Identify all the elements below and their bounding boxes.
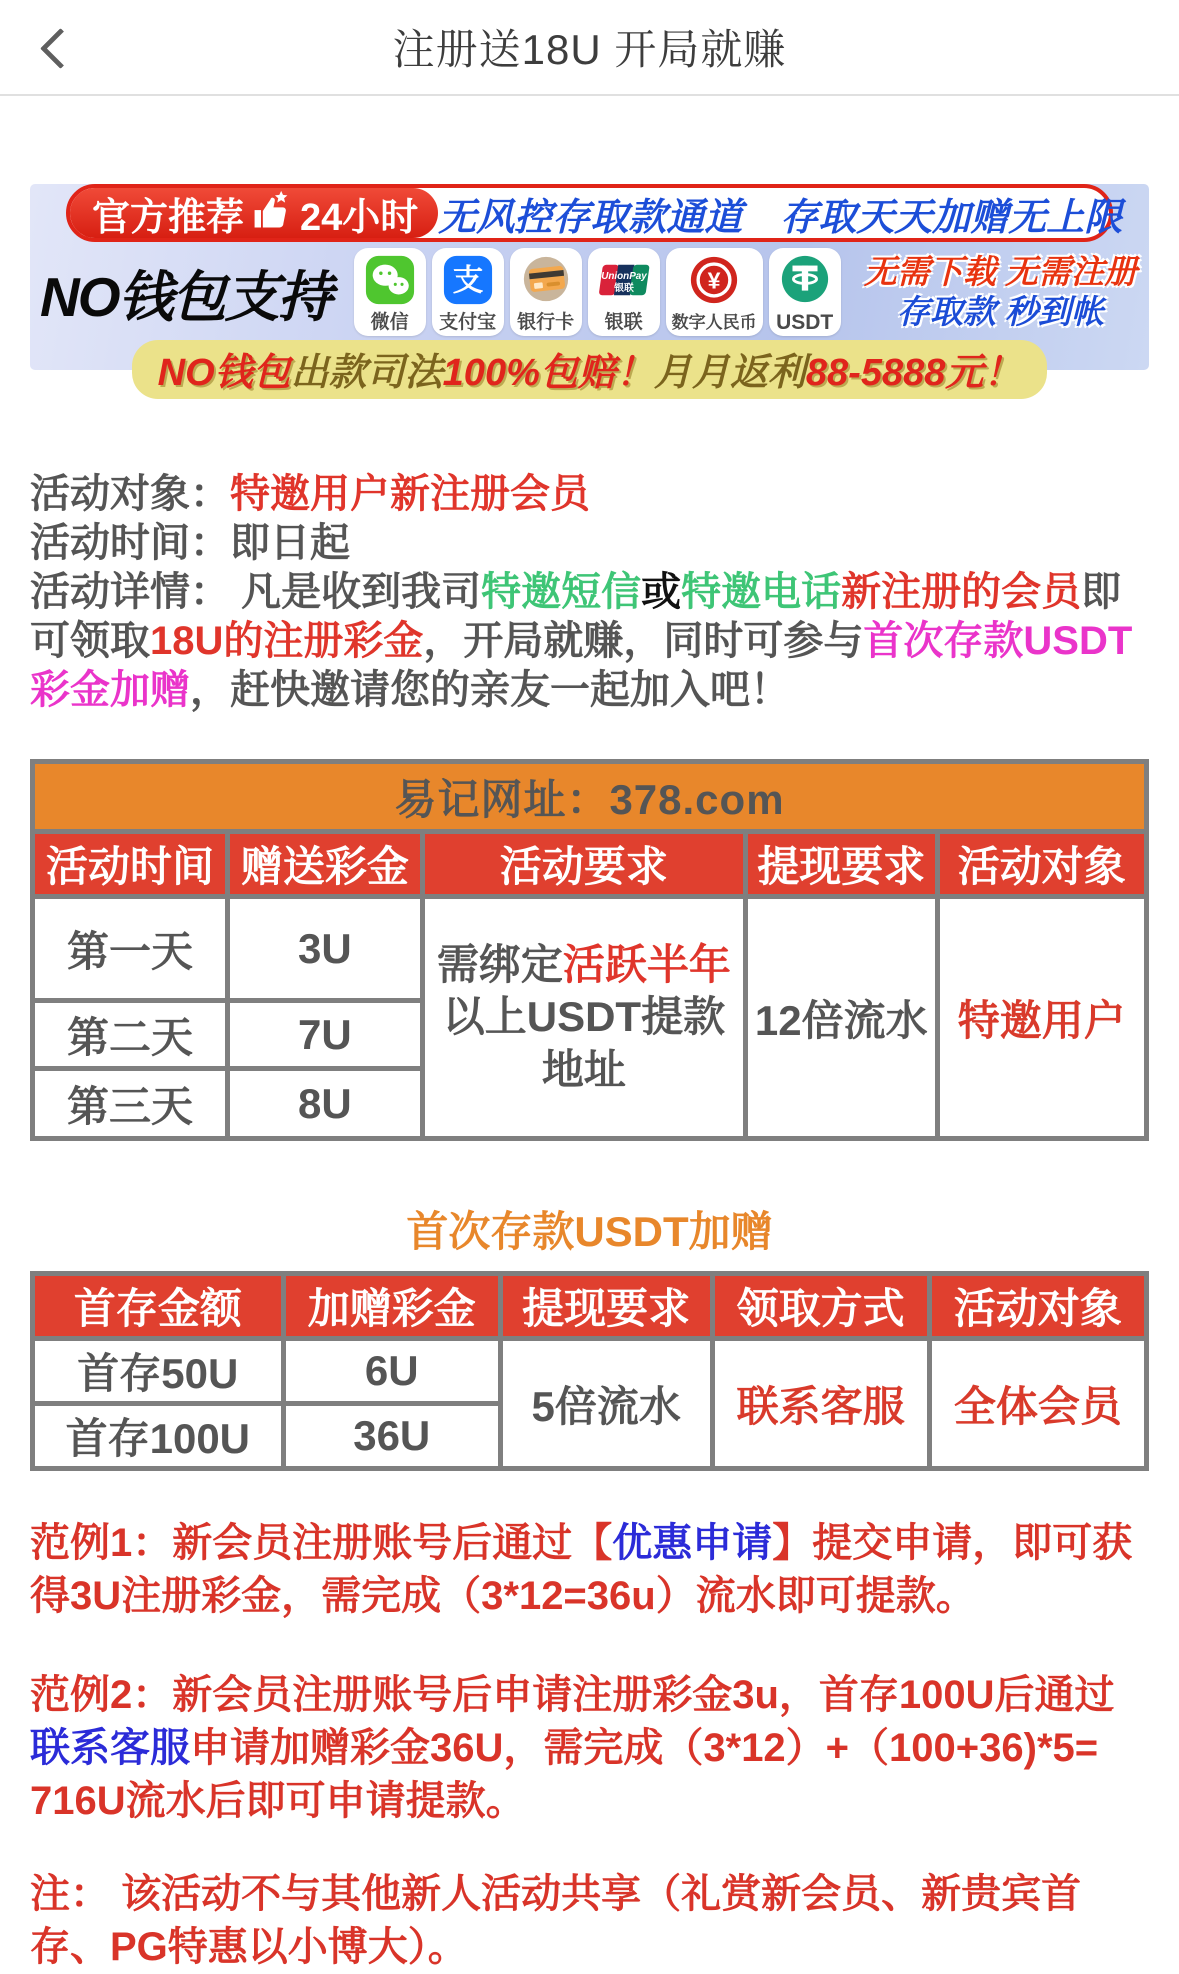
target-cell: 全体会员 xyxy=(929,1339,1146,1469)
payment-tile-unionpay xyxy=(588,248,660,336)
activity-time-line: 活动时间：即日起 xyxy=(30,521,350,565)
col-header: 赠送彩金 xyxy=(227,832,422,897)
unionpay-icon xyxy=(597,252,651,308)
guarantee-pill xyxy=(132,340,1048,399)
bonus-cell: 36U xyxy=(283,1404,500,1469)
first-deposit-section-title: 首次存款USDT加赠 xyxy=(406,1208,773,1255)
guarantee-text: 出款司法 xyxy=(290,352,443,394)
guarantee-text: 88-5888元！ xyxy=(805,352,1022,394)
payment-label: 银行卡 xyxy=(517,312,575,333)
activity-intro xyxy=(30,470,1149,715)
deposit-cell: 首存100U xyxy=(33,1404,284,1469)
official-badge-label: 官方推荐 xyxy=(92,196,245,239)
payment-methods-row xyxy=(354,248,841,336)
day-cell: 第三天 xyxy=(33,1069,228,1139)
app-header xyxy=(0,0,1179,96)
bonus-cell: 7U xyxy=(227,1001,422,1069)
promo-banner[interactable] xyxy=(30,184,1149,394)
svg-text:UnionPay: UnionPay xyxy=(600,271,647,283)
alipay-icon xyxy=(441,252,495,308)
note-paragraph: 注： 该活动不与其他新人活动共享（礼赏新会员、新贵宾首存、PG特惠以小博大）。 xyxy=(30,1872,1082,1969)
thumbs-up-icon xyxy=(250,189,294,233)
payment-label: 微信 xyxy=(370,312,409,333)
svg-text:支: 支 xyxy=(452,262,484,298)
banner-bottom-row xyxy=(30,340,1149,399)
table-row xyxy=(33,897,1147,1001)
banner-top-pill xyxy=(66,184,1123,242)
claim-line-2: 存取款 秒到帐 xyxy=(896,293,1104,330)
bonus-cell: 3U xyxy=(227,897,422,1001)
usdt-icon xyxy=(778,252,832,308)
activity-detail-line: 活动详情： 凡是收到我司特邀短信或特邀电话新注册的会员即可领取18U的注册彩金，开局就赚，同时可参与首次存款USDT彩金加赠，赶快邀请您的亲友一起加入吧！ xyxy=(30,570,1133,712)
payment-tile-wechat xyxy=(354,248,426,336)
table-header-row xyxy=(33,832,1147,897)
claim-method-cell: 联系客服 xyxy=(712,1339,929,1469)
site-url-bar: 易记网址：378.com xyxy=(33,762,1147,832)
official-badge xyxy=(70,188,438,238)
back-icon[interactable] xyxy=(34,24,82,72)
svg-text:¥: ¥ xyxy=(707,267,721,294)
banner-top-slogan: 无风控存取款通道 存取天天加赠无上限 xyxy=(438,196,1123,239)
wallet-support-title: NO钱包支持 xyxy=(40,265,331,328)
banner-claims xyxy=(864,252,1141,332)
payment-tile-bankcard xyxy=(510,248,582,336)
ecny-icon xyxy=(687,252,741,308)
example-2-paragraph: 范例2：新会员注册账号后申请注册彩金3u，首存100U后通过联系客服申请加赠彩金36U，需完成（3*12）+（100+36)*5= 716U流水后即可申请提款。 xyxy=(30,1673,1115,1823)
table-header-row xyxy=(33,1274,1147,1339)
payment-tile-ecny xyxy=(666,248,763,336)
col-header: 活动对象 xyxy=(937,832,1146,897)
col-header: 活动要求 xyxy=(422,832,745,897)
claim-line-1: 无需下载 无需注册 xyxy=(863,253,1137,290)
registration-bonus-table xyxy=(30,759,1149,1141)
payment-label: 银联 xyxy=(604,312,643,333)
withdraw-requirement-cell: 5倍流水 xyxy=(500,1339,712,1469)
activity-target-line: 活动对象：特邀用户新注册会员 xyxy=(30,472,590,516)
table-row xyxy=(33,1339,1147,1404)
withdraw-requirement-cell: 12倍流水 xyxy=(745,897,937,1139)
page-title: 注册送18U 开局就赚 xyxy=(392,26,787,73)
day-cell: 第二天 xyxy=(33,1001,228,1069)
col-header: 加赠彩金 xyxy=(283,1274,500,1339)
payment-label: 数字人民币 xyxy=(671,313,757,332)
svg-text:银联: 银联 xyxy=(613,282,634,294)
bonus-cell: 6U xyxy=(283,1339,500,1404)
col-header: 领取方式 xyxy=(712,1274,929,1339)
bankcard-icon xyxy=(519,252,573,308)
deposit-cell: 首存50U xyxy=(33,1339,284,1404)
col-header: 活动对象 xyxy=(929,1274,1146,1339)
guarantee-text: 100%包赔！ xyxy=(442,352,654,394)
payment-tile-alipay xyxy=(432,248,504,336)
col-header: 提现要求 xyxy=(500,1274,712,1339)
promo-apply-link[interactable]: 优惠申请 xyxy=(612,1521,773,1565)
col-header: 首存金额 xyxy=(33,1274,284,1339)
wechat-icon xyxy=(363,252,417,308)
day-cell: 第一天 xyxy=(33,897,228,1001)
example-1-paragraph: 范例1：新会员注册账号后通过【优惠申请】提交申请，即可获得3U注册彩金，需完成（3*12=36u）流水即可提款。 xyxy=(30,1521,1133,1618)
first-deposit-table xyxy=(30,1271,1149,1471)
requirement-cell: 需绑定活跃半年以上USDT提款地址 xyxy=(422,897,745,1139)
banner-middle-row xyxy=(30,242,1149,336)
guarantee-text: NO钱包 xyxy=(157,352,291,394)
contact-support-link[interactable]: 联系客服 xyxy=(30,1726,190,1770)
badge-24h-label: 24小时 xyxy=(300,196,419,239)
col-header: 活动时间 xyxy=(33,832,228,897)
col-header: 提现要求 xyxy=(745,832,937,897)
bonus-cell: 8U xyxy=(227,1069,422,1139)
payment-tile-usdt xyxy=(769,248,841,336)
guarantee-text: 月月返利 xyxy=(653,352,806,394)
target-cell: 特邀用户 xyxy=(937,897,1146,1139)
payment-label: USDT xyxy=(776,311,834,334)
payment-label: 支付宝 xyxy=(439,312,497,333)
